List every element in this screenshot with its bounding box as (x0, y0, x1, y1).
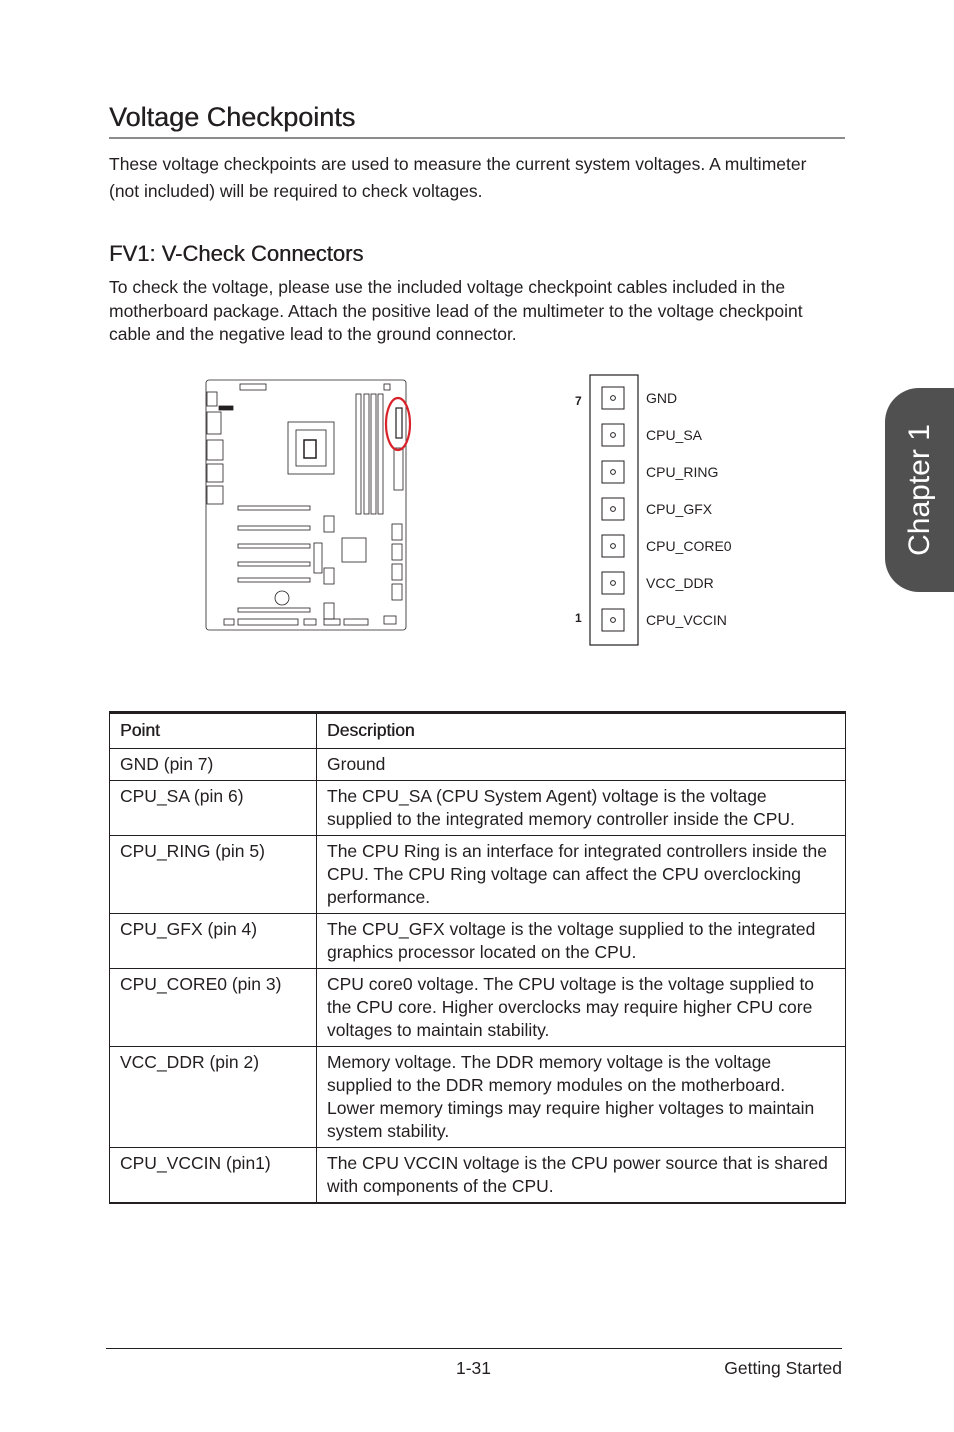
table-header-row (110, 713, 846, 749)
pin-label: CPU_CORE0 (646, 538, 732, 554)
connector-pin (602, 461, 624, 483)
page-title: Voltage Checkpoints (109, 102, 356, 132)
table-row (110, 1148, 846, 1204)
description-cell: CPU core0 voltage. The CPU voltage is the voltage supplied to the CPU core. Higher overclocks may require higher CPU core voltages to maintain stability. (317, 969, 846, 1047)
point-cell: CPU_GFX (pin 4) (110, 914, 317, 969)
description-cell: The CPU Ring is an interface for integrated controllers inside the CPU. The CPU Ring voltage can affect the CPU overclocking performance. (317, 836, 846, 914)
table-row (110, 836, 846, 914)
title-divider (109, 137, 845, 139)
chapter-tab-label: Chapter 1 (902, 424, 936, 556)
pin-number-top: 7 (575, 394, 582, 408)
footer-section-title: Getting Started (724, 1358, 842, 1378)
footer-divider (106, 1348, 842, 1349)
description-cell: The CPU VCCIN voltage is the CPU power source that is shared with components of the CPU. (317, 1148, 846, 1204)
table-row (110, 749, 846, 781)
section-heading: FV1: V-Check Connectors (109, 241, 364, 266)
connector-pin (602, 498, 624, 520)
pin-label: CPU_SA (646, 427, 703, 443)
instruction-paragraph: To check the voltage, please use the included voltage checkpoint cables included in the motherboard package. Attach the positive lead of the multimeter to the voltage checkpoint cable and the negative lead to the ground connector. (109, 277, 803, 344)
point-cell: CPU_SA (pin 6) (110, 781, 317, 836)
vcheck-connector-diagram (560, 372, 800, 652)
connector-pin (602, 609, 624, 631)
chapter-tab (885, 388, 954, 592)
description-cell: Ground (317, 749, 846, 781)
description-cell: Memory voltage. The DDR memory voltage is the voltage supplied to the DDR memory modules on the motherboard. Lower memory timings may require higher voltages to maintain system stability. (317, 1047, 846, 1148)
description-cell: The CPU_GFX voltage is the voltage supplied to the integrated graphics processor located on the CPU. (317, 914, 846, 969)
column-header-description: Description (317, 713, 846, 749)
connector-pin (602, 572, 624, 594)
table-row (110, 781, 846, 836)
voltage-points-table (109, 711, 846, 1204)
column-header-point: Point (110, 713, 317, 749)
pin-number-bottom: 1 (575, 611, 582, 625)
connector-pin (602, 387, 624, 409)
pin-label: CPU_GFX (646, 501, 713, 517)
connector-pin (602, 535, 624, 557)
motherboard-diagram (204, 378, 414, 633)
point-cell: CPU_CORE0 (pin 3) (110, 969, 317, 1047)
point-cell: GND (pin 7) (110, 749, 317, 781)
pin-label: CPU_VCCIN (646, 612, 727, 628)
table-row (110, 914, 846, 969)
point-cell: CPU_VCCIN (pin1) (110, 1148, 317, 1204)
description-cell: The CPU_SA (CPU System Agent) voltage is the voltage supplied to the integrated memory controller inside the CPU. (317, 781, 846, 836)
pin-label: CPU_RING (646, 464, 719, 480)
pin-label: VCC_DDR (646, 575, 714, 591)
table-row (110, 969, 846, 1047)
point-cell: CPU_RING (pin 5) (110, 836, 317, 914)
intro-paragraph: These voltage checkpoints are used to measure the current system voltages. A multimeter (not included) will be required to check voltages. (109, 154, 807, 201)
page-number: 1-31 (456, 1358, 492, 1378)
table-row (110, 1047, 846, 1148)
point-cell: VCC_DDR (pin 2) (110, 1047, 317, 1148)
connector-pin (602, 424, 624, 446)
pin-label: GND (646, 390, 678, 406)
